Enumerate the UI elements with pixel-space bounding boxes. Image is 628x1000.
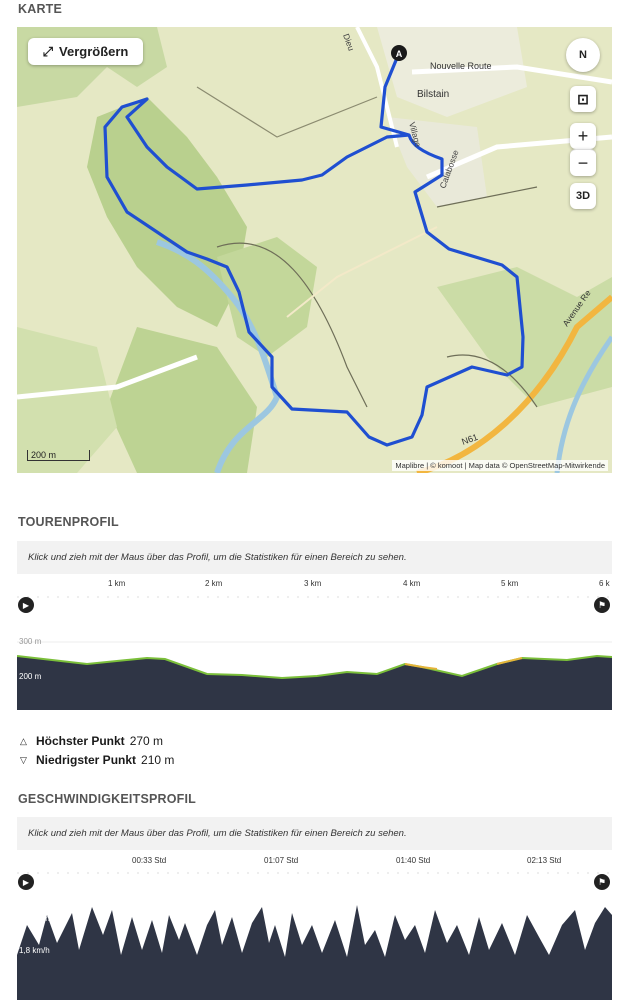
time-tick-marks <box>17 868 612 874</box>
forest-area <box>87 97 247 327</box>
distance-tick-marks <box>17 592 612 598</box>
speed-profile-title: GESCHWINDIGKEITSPROFIL <box>18 792 197 806</box>
track <box>197 87 377 137</box>
3d-toggle-button[interactable] <box>570 183 596 209</box>
route-map[interactable] <box>17 27 612 473</box>
lowest-point-value: 210 m <box>141 753 175 767</box>
place-label: Dieu <box>341 32 357 53</box>
highest-point-row <box>20 734 163 748</box>
speed-label-1-8: 1,8 km/h <box>19 946 50 955</box>
place-label: Avenue Re <box>560 288 593 329</box>
time-tick: 01:07 Std <box>264 856 299 865</box>
finish-flag-icon[interactable]: ⚑ <box>594 597 610 613</box>
elevation-area <box>17 656 612 710</box>
place-label: Bilstain <box>417 89 450 100</box>
tour-profile-hint: Klick und zieh mit der Maus über das Profil, um die Statistiken für einen Bereich zu sehen. <box>17 541 612 574</box>
distance-tick: 5 km <box>501 579 519 588</box>
map-attribution[interactable]: Maplibre | © komoot | Map data © OpenStreetMap-Mitwirkende <box>392 460 608 471</box>
distance-tick: 1 km <box>108 579 126 588</box>
scale-bar: 200 m <box>27 450 90 461</box>
finish-flag-icon[interactable]: ⚑ <box>594 874 610 890</box>
triangle-up-icon: △ <box>20 735 27 746</box>
zoom-out-button[interactable] <box>570 149 596 176</box>
time-tick: 00:33 Std <box>132 856 167 865</box>
distance-tick: 3 km <box>304 579 322 588</box>
lowest-point-row <box>20 753 174 767</box>
speed-area <box>17 905 612 1000</box>
map-section-title: KARTE <box>18 2 63 16</box>
elevation-profile-chart[interactable] <box>17 612 612 712</box>
triangle-down-icon: ▽ <box>20 754 27 765</box>
time-tick: 02:13 Std <box>527 856 562 865</box>
expand-icon: ⤢ <box>42 43 54 59</box>
enlarge-button[interactable] <box>28 38 143 65</box>
elevation-label-200: 200 m <box>19 672 42 681</box>
forest-area <box>107 327 257 473</box>
distance-tick: 4 km <box>403 579 421 588</box>
distance-tick: 2 km <box>205 579 223 588</box>
locate-button[interactable] <box>570 86 596 112</box>
place-label: Calabosse <box>437 148 461 190</box>
place-label: N61 <box>460 431 480 447</box>
distance-tick: 6 k <box>599 579 610 588</box>
village-area <box>387 117 487 207</box>
place-label: Nouvelle Route <box>430 61 492 71</box>
map-canvas[interactable] <box>17 27 612 473</box>
locate-icon: ⊡ <box>577 90 589 107</box>
speed-label-3-6: 3,6 km/h <box>19 914 50 923</box>
highest-point-value: 270 m <box>129 734 164 748</box>
time-tick: 01:40 Std <box>396 856 431 865</box>
place-label: Village <box>407 120 424 149</box>
plus-icon: + <box>577 125 589 146</box>
elevation-label-300: 300 m <box>19 637 42 646</box>
lowest-point-label: Niedrigster Punkt <box>36 753 137 767</box>
3d-label: 3D <box>575 190 591 202</box>
minus-icon: − <box>577 152 589 173</box>
enlarge-label: Vergrößern <box>59 44 129 59</box>
speed-profile-hint: Klick und zieh mit der Maus über das Profil, um die Statistiken für einen Bereich zu sehen. <box>17 817 612 850</box>
highest-point-label: Höchster Punkt <box>36 734 125 748</box>
compass-button[interactable] <box>566 38 600 72</box>
play-start-icon[interactable]: ▶ <box>18 874 34 890</box>
tour-profile-title: TOURENPROFIL <box>18 515 119 529</box>
start-marker-label: A <box>395 49 403 59</box>
speed-profile-chart[interactable] <box>17 895 612 1000</box>
compass-icon: N <box>579 49 587 61</box>
zoom-in-button[interactable] <box>570 123 596 149</box>
play-start-icon[interactable]: ▶ <box>18 597 34 613</box>
